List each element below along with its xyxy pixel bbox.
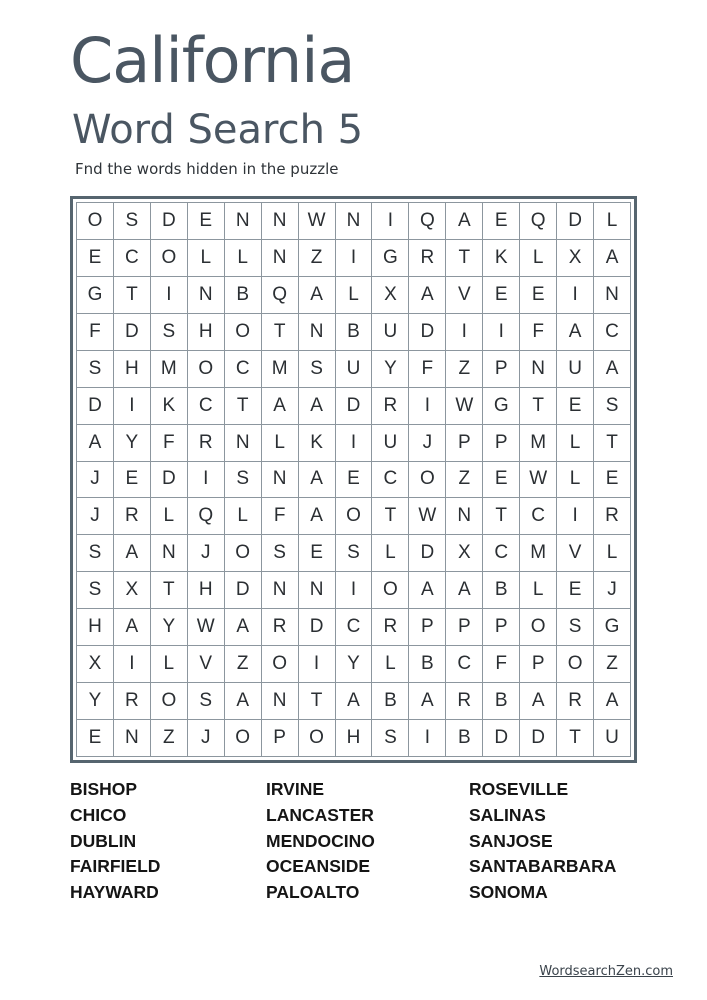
grid-cell[interactable]: L [594,535,631,572]
grid-cell[interactable]: E [594,462,631,499]
grid-cell[interactable]: I [188,462,225,499]
word-item: CHICO [70,804,127,825]
grid-cell[interactable]: H [188,572,225,609]
grid-cell[interactable]: N [262,572,299,609]
grid-cell[interactable]: L [557,425,594,462]
grid-cell[interactable]: C [225,351,262,388]
grid-cell[interactable]: E [77,720,114,757]
grid-cell[interactable]: E [114,462,151,499]
grid-cell[interactable]: O [520,609,557,646]
grid-cell[interactable]: A [225,683,262,720]
grid-cell[interactable]: R [372,388,409,425]
grid-cell[interactable]: P [520,646,557,683]
grid-cell[interactable]: H [114,351,151,388]
grid-cell[interactable]: J [77,498,114,535]
grid-cell[interactable]: G [483,388,520,425]
grid-cell[interactable]: W [446,388,483,425]
grid-cell[interactable]: S [77,351,114,388]
grid-cell[interactable]: E [77,240,114,277]
grid-cell[interactable]: E [299,535,336,572]
grid-cell[interactable]: T [594,425,631,462]
grid-cell[interactable]: M [520,425,557,462]
grid-cell[interactable]: S [372,720,409,757]
grid-cell[interactable]: C [372,462,409,499]
grid-cell[interactable]: N [188,277,225,314]
grid-cell[interactable]: P [483,425,520,462]
page-title: California [70,24,355,97]
grid-cell[interactable]: B [446,720,483,757]
grid-cell[interactable]: J [188,535,225,572]
grid-cell[interactable]: O [188,351,225,388]
grid-cell[interactable]: R [372,609,409,646]
grid-cell[interactable]: T [114,277,151,314]
grid-cell[interactable]: B [336,314,373,351]
grid-cell[interactable]: N [151,535,188,572]
grid-cell[interactable]: Y [372,351,409,388]
grid-cell[interactable]: X [446,535,483,572]
grid-cell[interactable]: S [151,314,188,351]
grid-cell[interactable]: E [336,462,373,499]
grid-cell[interactable]: L [225,240,262,277]
grid-cell[interactable]: M [151,351,188,388]
grid-cell[interactable]: T [520,388,557,425]
grid-cell[interactable]: A [446,572,483,609]
grid-cell[interactable]: J [188,720,225,757]
grid-cell[interactable]: C [483,535,520,572]
grid-cell[interactable]: I [446,314,483,351]
grid-cell[interactable]: R [594,498,631,535]
grid-cell[interactable]: O [77,203,114,240]
grid-cell[interactable]: D [299,609,336,646]
grid-cell[interactable]: D [409,314,446,351]
grid-cell[interactable]: S [114,203,151,240]
grid-cell[interactable]: S [299,351,336,388]
grid-cell[interactable]: Z [446,462,483,499]
grid-cell[interactable]: U [372,425,409,462]
grid-cell[interactable]: B [372,683,409,720]
grid-cell[interactable]: D [483,720,520,757]
grid-cell[interactable]: R [409,240,446,277]
grid-cell[interactable]: X [77,646,114,683]
word-list-column-3 [469,777,616,906]
grid-cell[interactable]: H [188,314,225,351]
grid-cell[interactable]: J [594,572,631,609]
grid-cell[interactable]: A [299,388,336,425]
word-item: SONOMA [469,882,548,903]
grid-cell[interactable]: A [114,535,151,572]
word-list-column-1 [70,777,160,906]
grid-cell[interactable]: N [114,720,151,757]
grid-cell[interactable]: F [151,425,188,462]
grid-cell[interactable]: X [557,240,594,277]
word-item: FAIRFIELD [70,856,161,877]
grid-cell[interactable]: T [372,498,409,535]
grid-cell[interactable]: G [372,240,409,277]
grid-cell[interactable]: F [520,314,557,351]
word-item: PALOALTO [266,882,360,903]
word-item: DUBLIN [70,830,137,851]
grid-cell[interactable]: I [372,203,409,240]
grid-cell[interactable]: B [483,683,520,720]
word-item: IRVINE [266,779,325,799]
grid-cell[interactable]: E [188,203,225,240]
grid-cell[interactable]: A [262,388,299,425]
grid-cell[interactable]: C [520,498,557,535]
grid-cell[interactable]: O [409,462,446,499]
grid-cell[interactable]: P [483,609,520,646]
grid-cell[interactable]: Y [77,683,114,720]
grid-cell[interactable]: I [299,646,336,683]
grid-cell[interactable]: C [594,314,631,351]
grid-cell[interactable]: I [483,314,520,351]
grid-cell[interactable]: D [225,572,262,609]
grid-cell[interactable]: U [557,351,594,388]
grid-cell[interactable]: A [299,498,336,535]
grid-cell[interactable]: B [483,572,520,609]
grid-cell[interactable]: O [557,646,594,683]
grid-cell[interactable]: B [409,646,446,683]
grid-cell[interactable]: O [151,683,188,720]
grid-cell[interactable]: A [409,683,446,720]
grid-cell[interactable]: P [409,609,446,646]
grid-cell[interactable]: D [114,314,151,351]
grid-cell[interactable]: A [594,351,631,388]
grid-cell[interactable]: N [225,425,262,462]
grid-cell[interactable]: N [262,462,299,499]
word-item: OCEANSIDE [266,856,371,877]
grid-cell[interactable]: U [372,314,409,351]
grid-cell[interactable]: W [299,203,336,240]
grid-cell[interactable]: Q [262,277,299,314]
grid-cell[interactable]: A [225,609,262,646]
grid-cell[interactable]: E [557,388,594,425]
grid-cell[interactable]: H [336,720,373,757]
grid-cell[interactable]: I [557,498,594,535]
grid-cell[interactable]: N [336,203,373,240]
word-item: SANTABARBARA [469,856,617,877]
grid-cell[interactable]: L [520,572,557,609]
grid-cell[interactable]: F [409,351,446,388]
grid-cell[interactable]: A [409,277,446,314]
grid-cell[interactable]: Z [151,720,188,757]
word-item: LANCASTER [266,804,374,825]
grid-cell[interactable]: P [262,720,299,757]
grid-cell[interactable]: C [114,240,151,277]
grid-cell[interactable]: N [225,203,262,240]
grid-cell[interactable]: S [594,388,631,425]
grid-cell[interactable]: L [557,462,594,499]
grid-cell[interactable]: Y [151,609,188,646]
grid-cell[interactable]: C [188,388,225,425]
grid-cell[interactable]: T [557,720,594,757]
letter-grid [76,202,631,757]
grid-cell[interactable]: V [557,535,594,572]
grid-cell[interactable]: E [483,277,520,314]
grid-cell[interactable]: G [77,277,114,314]
grid-cell[interactable]: A [409,572,446,609]
word-item: SANJOSE [469,830,553,851]
grid-cell[interactable]: N [262,683,299,720]
grid-cell[interactable]: D [151,462,188,499]
grid-cell[interactable]: O [336,498,373,535]
grid-cell[interactable]: I [114,646,151,683]
grid-cell[interactable]: W [409,498,446,535]
grid-cell[interactable]: S [188,683,225,720]
grid-cell[interactable]: I [114,388,151,425]
grid-cell[interactable]: L [372,535,409,572]
grid-cell[interactable]: R [114,683,151,720]
word-item: MENDOCINO [266,830,375,851]
grid-cell[interactable]: J [409,425,446,462]
grid-cell[interactable]: N [262,240,299,277]
grid-cell[interactable]: D [77,388,114,425]
grid-cell[interactable]: E [520,277,557,314]
grid-cell[interactable]: R [188,425,225,462]
grid-cell[interactable]: M [262,351,299,388]
grid-cell[interactable]: X [114,572,151,609]
grid-cell[interactable]: R [446,683,483,720]
word-list-column-2 [266,777,375,906]
grid-cell[interactable]: P [483,351,520,388]
grid-cell[interactable]: V [188,646,225,683]
grid-cell[interactable]: M [520,535,557,572]
grid-cell[interactable]: L [372,646,409,683]
word-item: SALINAS [469,804,546,825]
grid-cell[interactable]: H [77,609,114,646]
grid-cell[interactable]: A [299,277,336,314]
instructions-text: Fnd the words hidden in the puzzle [75,160,339,178]
grid-cell[interactable]: D [409,535,446,572]
puzzle-frame [70,196,637,763]
grid-cell[interactable]: A [557,314,594,351]
grid-cell[interactable]: O [262,646,299,683]
grid-cell[interactable]: L [188,240,225,277]
grid-cell[interactable]: Z [446,351,483,388]
grid-cell[interactable]: N [262,203,299,240]
grid-cell[interactable]: F [262,498,299,535]
grid-cell[interactable]: Z [225,646,262,683]
grid-cell[interactable]: N [299,314,336,351]
grid-cell[interactable]: W [520,462,557,499]
grid-cell[interactable]: L [151,646,188,683]
word-item: HAYWARD [70,882,159,903]
grid-cell[interactable]: J [77,462,114,499]
word-item: BISHOP [70,779,138,799]
grid-cell[interactable]: R [557,683,594,720]
grid-cell[interactable]: N [594,277,631,314]
grid-cell[interactable]: A [336,683,373,720]
grid-cell[interactable]: U [336,351,373,388]
grid-cell[interactable]: Z [594,646,631,683]
grid-cell[interactable]: X [372,277,409,314]
grid-cell[interactable]: Z [299,240,336,277]
grid-cell[interactable]: T [151,572,188,609]
grid-cell[interactable]: L [225,498,262,535]
grid-cell[interactable]: W [188,609,225,646]
grid-cell[interactable]: E [557,572,594,609]
grid-cell[interactable]: I [336,425,373,462]
grid-cell[interactable]: Q [520,203,557,240]
grid-cell[interactable]: R [262,609,299,646]
grid-cell[interactable]: I [336,572,373,609]
grid-cell[interactable]: O [225,720,262,757]
grid-cell[interactable]: U [594,720,631,757]
grid-cell[interactable]: S [225,462,262,499]
grid-cell[interactable]: A [114,609,151,646]
grid-cell[interactable]: O [299,720,336,757]
grid-cell[interactable]: G [594,609,631,646]
word-item: ROSEVILLE [469,779,569,799]
grid-cell[interactable]: K [299,425,336,462]
grid-cell[interactable]: I [151,277,188,314]
grid-cell[interactable]: E [483,462,520,499]
grid-cell[interactable]: D [520,720,557,757]
grid-cell[interactable]: T [483,498,520,535]
grid-cell[interactable]: C [446,646,483,683]
grid-cell[interactable]: I [336,240,373,277]
grid-cell[interactable]: T [446,240,483,277]
grid-cell[interactable]: P [446,609,483,646]
grid-cell[interactable]: A [520,683,557,720]
grid-cell[interactable]: N [520,351,557,388]
site-link[interactable]: WordsearchZen.com [539,964,673,979]
grid-cell[interactable]: C [336,609,373,646]
grid-cell[interactable]: K [483,240,520,277]
grid-cell[interactable]: A [446,203,483,240]
grid-cell[interactable]: R [114,498,151,535]
grid-cell[interactable]: E [483,203,520,240]
grid-cell[interactable]: Q [188,498,225,535]
grid-cell[interactable]: D [557,203,594,240]
page-subtitle: Word Search 5 [72,107,364,153]
grid-cell[interactable]: B [225,277,262,314]
grid-cell[interactable]: P [446,425,483,462]
grid-cell[interactable]: Y [336,646,373,683]
grid-cell[interactable]: I [409,388,446,425]
grid-cell[interactable]: F [77,314,114,351]
grid-cell[interactable]: S [262,535,299,572]
grid-cell[interactable]: S [77,572,114,609]
grid-cell[interactable]: N [299,572,336,609]
grid-cell[interactable]: O [372,572,409,609]
grid-cell[interactable]: O [151,240,188,277]
grid-cell[interactable]: S [77,535,114,572]
grid-cell[interactable]: A [299,462,336,499]
grid-cell[interactable]: K [151,388,188,425]
grid-cell[interactable]: D [151,203,188,240]
grid-cell[interactable]: L [520,240,557,277]
grid-cell[interactable]: I [409,720,446,757]
grid-cell[interactable]: F [483,646,520,683]
grid-cell[interactable]: S [557,609,594,646]
grid-cell[interactable]: O [225,314,262,351]
grid-cell[interactable]: L [262,425,299,462]
grid-cell[interactable]: S [336,535,373,572]
grid-cell[interactable]: Q [409,203,446,240]
grid-cell[interactable]: O [225,535,262,572]
grid-cell[interactable]: A [594,683,631,720]
grid-cell[interactable]: L [151,498,188,535]
grid-cell[interactable]: I [557,277,594,314]
grid-cell[interactable]: V [446,277,483,314]
grid-cell[interactable]: Y [114,425,151,462]
grid-cell[interactable]: A [77,425,114,462]
grid-cell[interactable]: N [446,498,483,535]
grid-cell[interactable]: L [594,203,631,240]
grid-cell[interactable]: T [225,388,262,425]
grid-cell[interactable]: D [336,388,373,425]
grid-cell[interactable]: T [299,683,336,720]
grid-cell[interactable]: L [336,277,373,314]
grid-cell[interactable]: T [262,314,299,351]
grid-cell[interactable]: A [594,240,631,277]
